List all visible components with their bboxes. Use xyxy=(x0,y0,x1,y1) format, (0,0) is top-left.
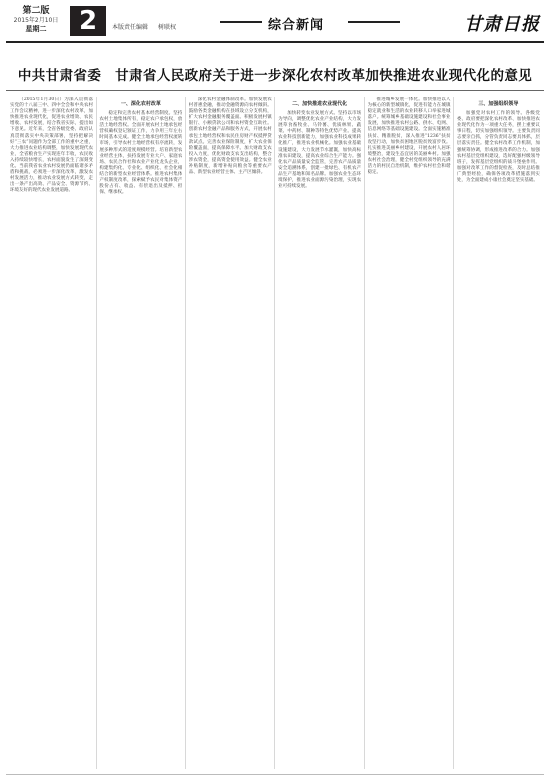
article-column-5 xyxy=(368,97,451,769)
subhead: 三、加强组织领导 xyxy=(478,101,519,107)
column-text: 稳定和完善农村基本经营制度。坚持农村土地集体所有，稳定农户承包权，放活土地经营权。全面开展农村土地承包经营权确权登记颁证工作，力争用三年左右时间基本完成。健全土地承包经营权流转市场，引导农村土地经营权有序流转，发展多种形式的适度规模经营。培育新型农业经营主体，扶持发展专业大户、家庭农场、农民合作社和农业产业化龙头企业，构建集约化、专业化、组织化、社会化相结合的新型农业经营体系。推进农村集体产权制度改革，探索赋予农民对集体资产股份占有、收益、有偿退出及抵押、担保、继承权。 xyxy=(99,111,183,196)
article-headline: 中共甘肃省委 甘肃省人民政府关于进一步深化农村改革加快推进农业现代化的意见 xyxy=(17,68,533,84)
section-rule-right xyxy=(348,21,400,23)
editor-name: 树联权 xyxy=(157,24,176,31)
column-divider xyxy=(185,97,186,769)
column-text: 深化农村金融体制改革。加快发展农村普惠金融，推动金融资源向农村倾斜。鼓励各类金融机构在县域设立分支机构，扩大农村金融服务覆盖面。积极发展村镇银行、小额贷款公司和农村资金互助社。创新农村金融产品和服务方式，开展农村承包土地经营权和农民住房财产权抵押贷款试点。完善农业保险制度，扩大农业保险覆盖面，提高保障水平。加大财政支农投入力度，优化财政支农支出结构，整合涉农资金，提高资金使用效益。健全农业补贴制度，新增补贴向粮食等重要农产品、新型农业经营主体、主产区倾斜。 xyxy=(188,97,272,176)
column-text: 加强党对农村工作的领导。各级党委、政府要把深化农村改革、加快推进农业现代化作为一项重大任务，摆上重要议事日程，切实加强组织领导。主要负责同志要亲自抓，分管负责同志要具体抓，层层落实责任。健全农村改革工作机制，加强统筹协调，形成推进改革的合力。加强农村基层党组织建设，选好配强村级领导班子，发挥基层党组织的战斗堡垒作用。加强对改革工作的督促检查，及时总结推广典型经验，确保各项改革措施落到实处，为全面建成小康社会奠定坚实基础。 xyxy=(456,111,540,184)
page-number-box: 2 xyxy=(70,6,106,36)
editors-line xyxy=(112,22,184,31)
column-divider xyxy=(364,97,365,769)
column-text: （2015年1月30日）为深入贯彻落实党的十八届三中、四中全会和中央农村工作会议精神，进一步深化农村改革，加快推进农业现代化，促进农业增效、农民增收、农村发展，结合我省实际，提出如下意见。近年来，全省各级党委、政府认真贯彻落实中央决策部署，坚持把解决好“三农”问题作为全部工作的重中之重，大力推进农业结构调整，加快发展现代农业，全省粮食生产实现连年丰收，农民收入持续较快增长，农村面貌发生了深刻变化。当前我省农业农村发展仍面临诸多矛盾和挑战，必须进一步深化改革，激发农村发展活力，推动农业发展方式转变，走出一条产出高效、产品安全、资源节约、环境友好的现代农业发展道路。 xyxy=(10,97,93,194)
column-divider xyxy=(453,97,454,769)
section-title: 综合新闻 xyxy=(268,18,325,33)
masthead-divider xyxy=(6,41,544,43)
paper-logo: 甘肃日报 xyxy=(464,14,540,35)
article-body xyxy=(10,97,540,769)
article-column-3 xyxy=(189,97,272,769)
editor-label: 本版责任编辑 xyxy=(112,24,149,31)
article-column-4 xyxy=(278,97,361,769)
section-rule-left xyxy=(220,21,262,23)
column-text: 加快转变农业发展方式。坚持以市场为导向，调整优化农业产业结构，大力发展草食畜牧业、马铃薯、优质林果、蔬菜、中药材、制种等特色优势产业。提高农业科技创新能力，加强农业科技成果转化推广，推进农业机械化。加强农业基础设施建设，大力发展节水灌溉，加快高标准农田建设，提高农业综合生产能力。强化农产品质量安全监管，完善农产品质量安全追溯体系，创建一批绿色、有机农产品生产基地和知名品牌。加强农业生态环境保护，推进农业面源污染治理，实现农业可持续发展。 xyxy=(278,111,362,190)
issue-weekday: 星期二 xyxy=(25,25,47,33)
section-banner xyxy=(220,14,400,33)
subhead: 一、深化农村改革 xyxy=(120,101,161,107)
edition-info xyxy=(6,6,66,34)
column-divider xyxy=(274,97,275,769)
article-column-1 xyxy=(10,97,93,769)
column-text: 推进城乡发展一体化。加快推进以人为核心的新型城镇化，促进有能力在城镇稳定就业和生活的农业转移人口举家进城落户。统筹城乡基础设施建设和社会事业发展，加快推进农村公路、供水、电网、信息网络等基础设施建设。全面实施精准扶贫、精准脱贫，深入推进“1236”扶贫攻坚行动，加快贫困地区脱贫致富步伐。扎实推进美丽乡村建设，开展农村人居环境整治，建设生态宜居的美丽乡村。加强农村社会治理，健全村党组织领导的充满活力的村民自治机制，维护农村社会和谐稳定。 xyxy=(367,97,451,176)
masthead xyxy=(0,0,550,44)
footer-divider xyxy=(6,774,544,775)
headline-divider xyxy=(6,90,544,91)
issue-date: 2015年2月10日 xyxy=(13,17,59,24)
article-column-6 xyxy=(457,97,540,769)
column-divider xyxy=(96,97,97,769)
edition-label: 第二版 xyxy=(22,6,50,16)
subhead: 二、加快推进农业现代化 xyxy=(292,101,348,107)
article-column-2 xyxy=(99,97,182,769)
